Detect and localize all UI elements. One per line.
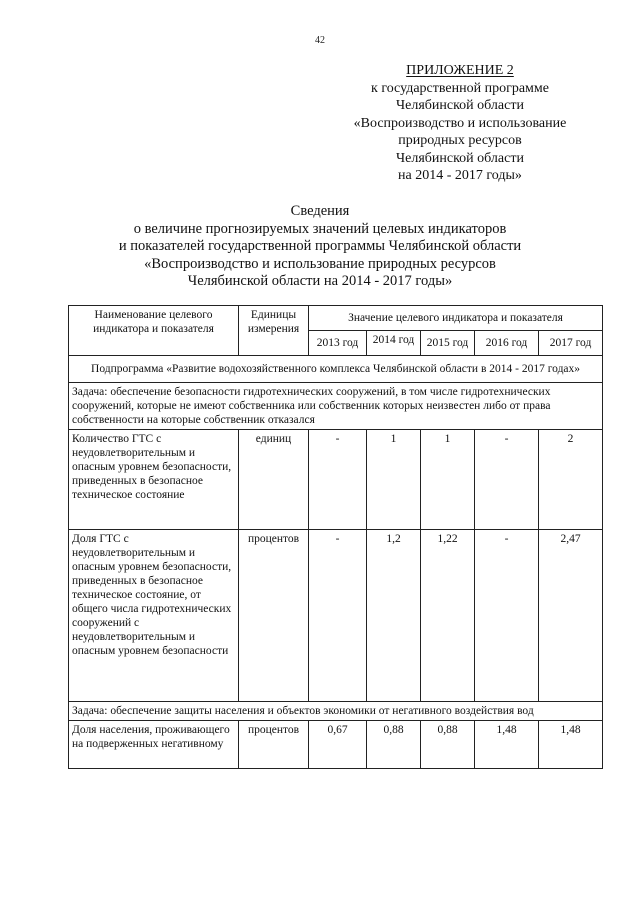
appendix-line: Челябинской области [396,150,524,166]
header-year: 2015 год [421,331,475,356]
table-row [69,530,603,702]
header-year: 2013 год [309,331,367,356]
appendix-line: «Воспроизводство и использование [353,115,567,131]
unit-cell: процентов [239,530,309,702]
value-cell: - [309,430,367,530]
value-cell: 1,2 [367,530,421,702]
appendix-title: ПРИЛОЖЕНИЕ 2 [406,63,514,78]
subprogram-row [69,356,603,383]
appendix-line: Челябинской области [396,98,524,113]
value-cell: 1,48 [539,721,603,769]
value-cell: 1,22 [421,530,475,702]
appendix-line: природных ресурсов [398,133,522,148]
task-row [69,383,603,430]
indicator-name: Доля населения, проживающего на подверженных негативному [69,721,239,769]
header-year: 2017 год [539,331,603,356]
table-header-row [69,306,603,331]
value-cell: 1 [367,430,421,530]
value-cell: - [475,530,539,702]
indicator-name: Количество ГТС с неудовлетворительным и опасным уровнем безопасности, приведенных в безопасное техническое состояние [69,430,239,530]
task-text: Задача: обеспечение защиты населения и объектов экономики от негативного воздействия вод [69,702,603,721]
page-number: 42 [315,35,325,46]
subprogram-title: Подпрограмма «Развитие водохозяйственного комплекса Челябинской области в 2014 - 2017 годах» [69,356,603,383]
value-cell: 0,67 [309,721,367,769]
indicators-table [68,305,603,769]
appendix-block [330,62,590,185]
header-year: 2014 год [367,331,421,356]
value-cell: 0,88 [367,721,421,769]
indicator-name: Доля ГТС с неудовлетворительным и опасным уровнем безопасности, приведенных в безопасное техническое состояние, от общего числа гидротехнических сооружений с неудовлетворительным и опасным уровнем безопасности [69,530,239,702]
table-row [69,430,603,530]
header-values: Значение целевого индикатора и показателя [309,306,603,331]
header-year: 2016 год [475,331,539,356]
table-row [69,721,603,769]
unit-cell: единиц [239,430,309,530]
header-unit: Единицы измерения [239,306,309,356]
value-cell: 0,88 [421,721,475,769]
heading-line: о величине прогнозируемых значений целевых индикаторов [133,220,507,237]
heading-line: и показателей государственной программы Челябинской области [118,238,522,254]
value-cell: 1 [421,430,475,530]
heading-line: «Воспроизводство и использование природных ресурсов [144,255,496,272]
value-cell: - [309,530,367,702]
task-row [69,702,603,721]
heading-title: Сведения [290,203,350,219]
value-cell: 2 [539,430,603,530]
header-indicator-name: Наименование целевого индикатора и показателя [69,306,239,356]
unit-cell: процентов [239,721,309,769]
value-cell: - [475,430,539,530]
document-heading [60,203,580,291]
value-cell: 2,47 [539,530,603,702]
appendix-line: к государственной программе [371,80,549,96]
task-text: Задача: обеспечение безопасности гидротехнических сооружений, в том числе гидротехнических сооружений, которые не имеют собственника или собственник которых неизвестен либо от права собственности на которые собственник отказался [69,383,603,430]
value-cell: 1,48 [475,721,539,769]
appendix-line: на 2014 - 2017 годы» [398,168,522,183]
heading-line: Челябинской области на 2014 - 2017 годы» [187,273,453,289]
